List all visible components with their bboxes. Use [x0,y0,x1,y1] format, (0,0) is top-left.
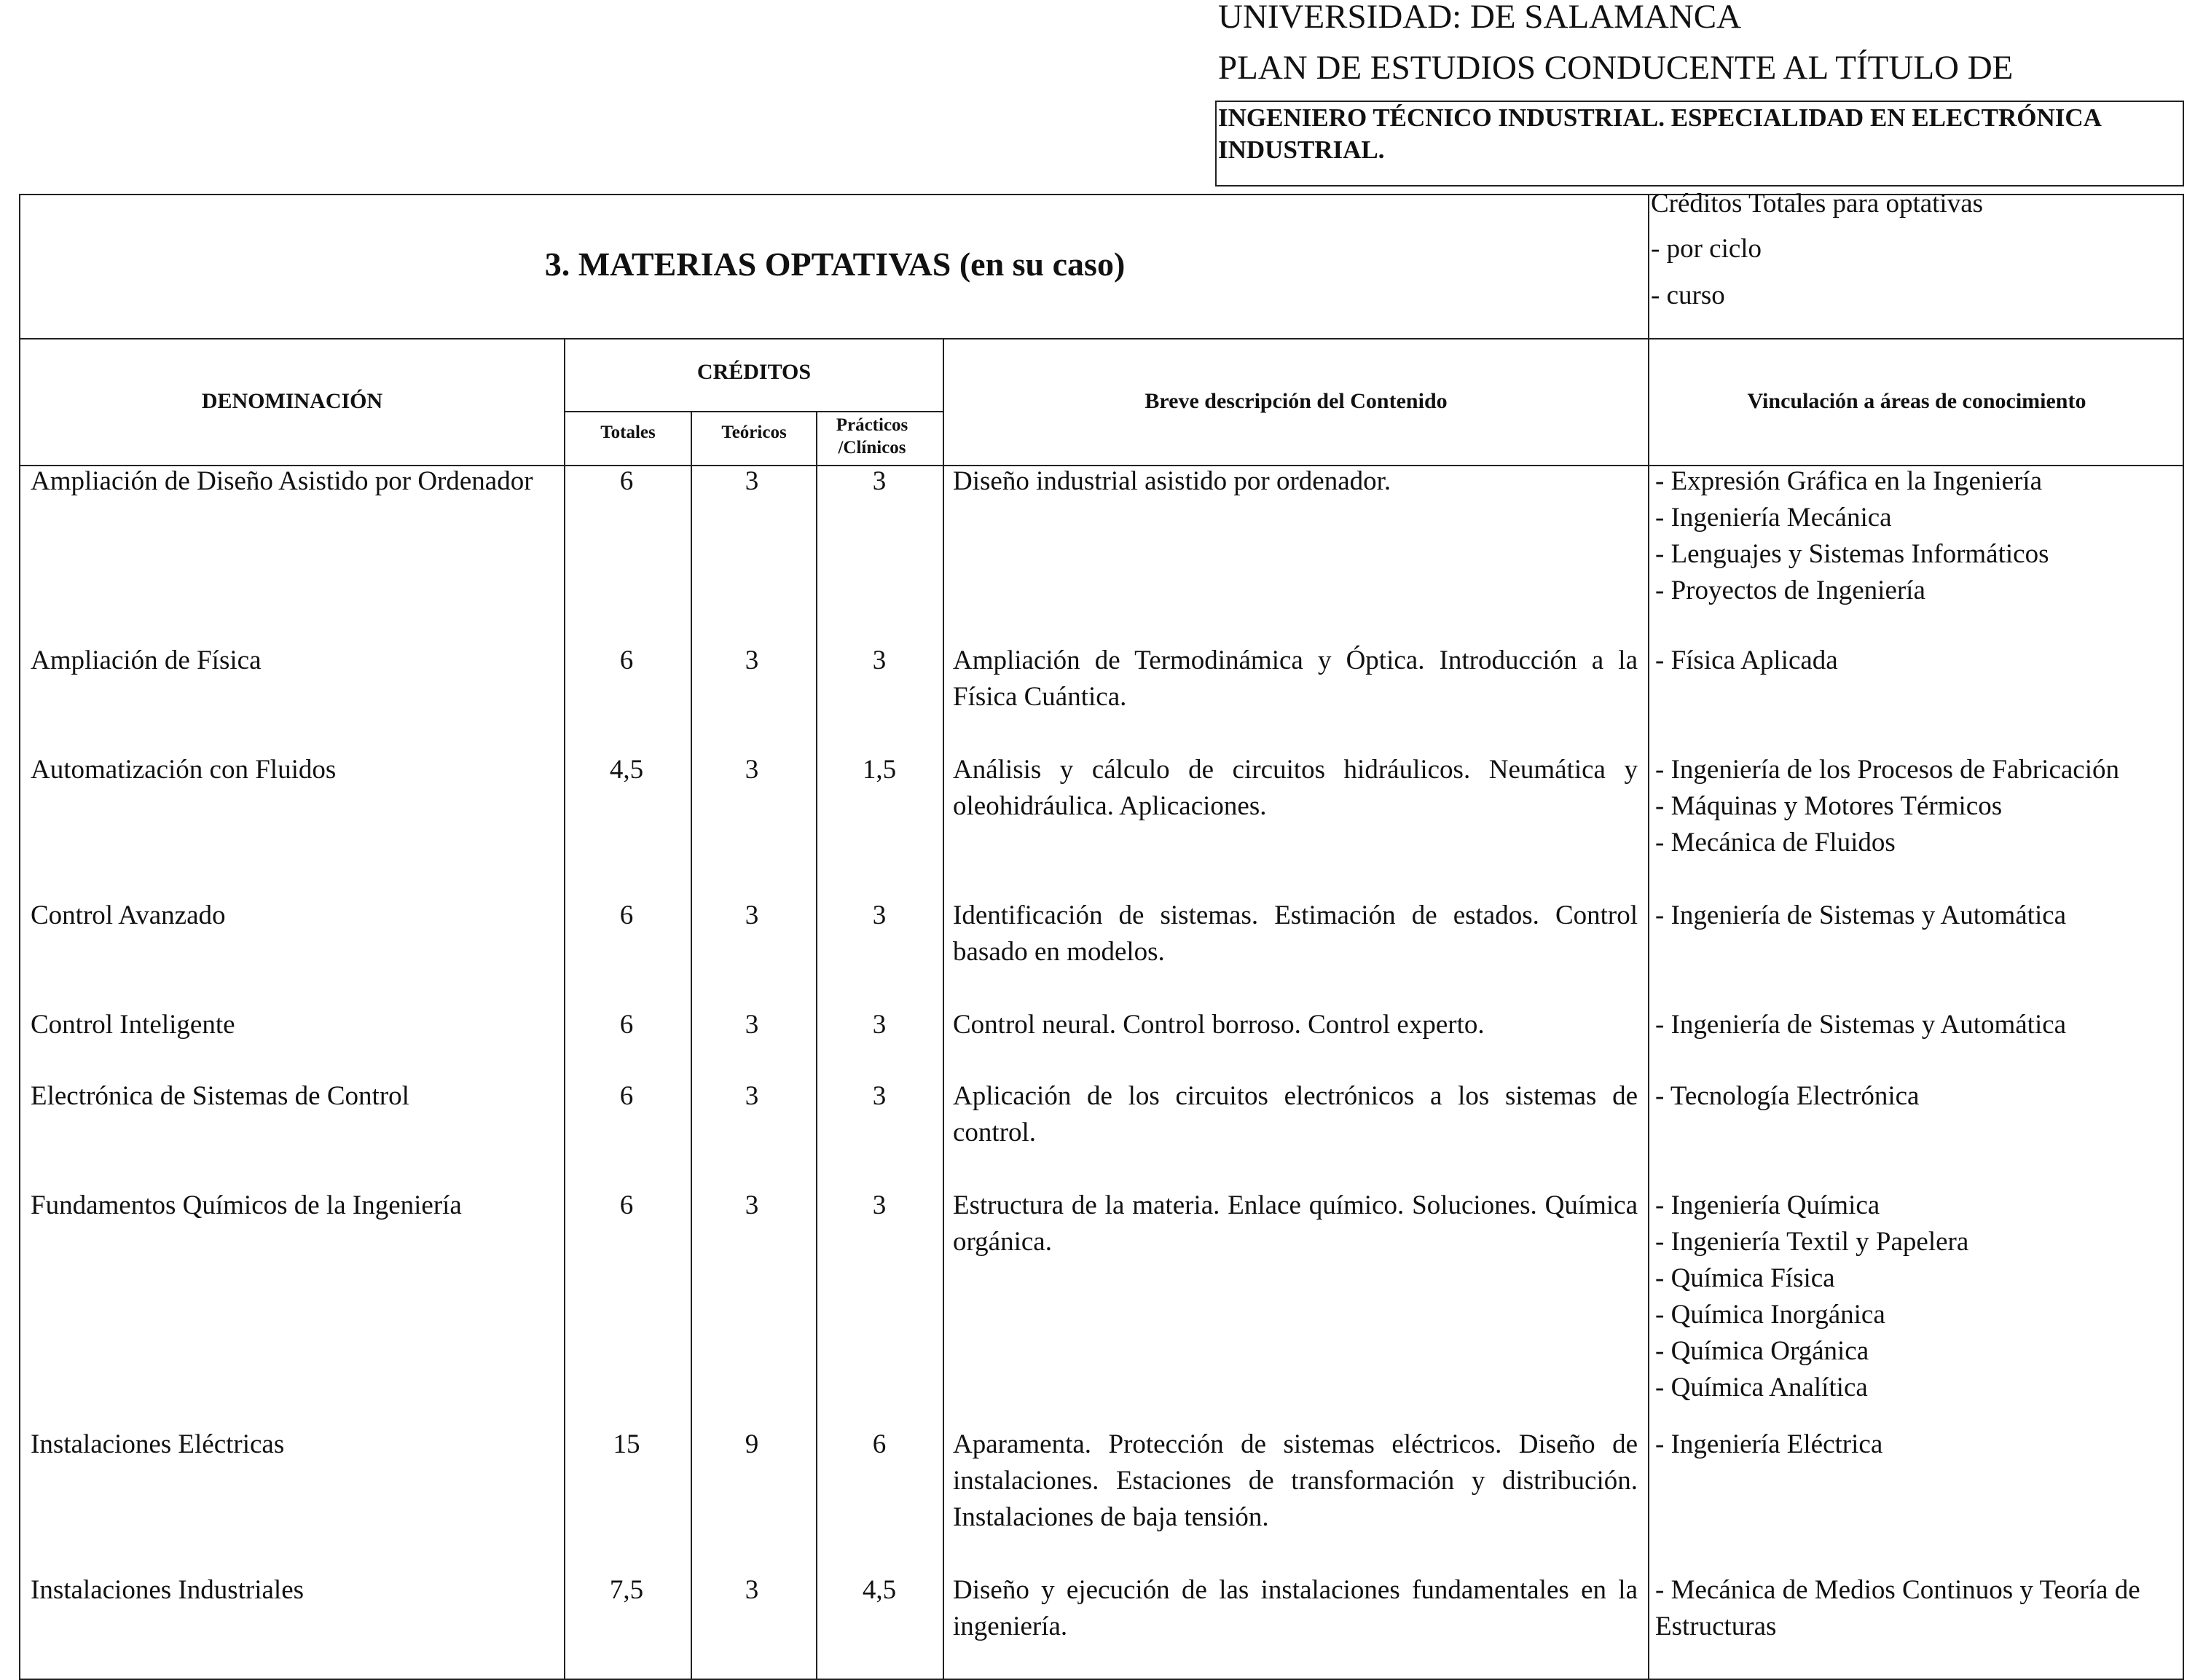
credits-theory-divider [816,411,817,1680]
knowledge-area-item: - Química Analítica [1655,1373,1868,1402]
credits-theory: 3 [745,1575,759,1605]
knowledge-areas [1655,752,2180,861]
title-row-divider [19,338,2184,339]
section-title: 3. MATERIAS OPTATIVAS (en su caso) [544,246,1126,283]
knowledge-areas [1655,1007,2180,1043]
credits-theory: 3 [745,1081,759,1111]
subject-name: Fundamentos Químicos de la Ingeniería [31,1190,462,1220]
subject-name: Control Inteligente [31,1010,235,1040]
per-cycle-label: - por ciclo [1651,234,1762,264]
credits-practical: 3 [872,645,887,675]
optional-credits-label: Créditos Totales para optativas [1651,189,1984,219]
knowledge-area-item: - Proyectos de Ingeniería [1655,576,1925,605]
column-header-areas: Vinculación a áreas de conocimiento [1747,389,2086,413]
knowledge-area-item: - Química Física [1655,1263,1835,1293]
credits-theory: 3 [745,645,759,675]
credits-totals-divider [691,411,692,1680]
knowledge-area-item: - Lenguajes y Sistemas Informáticos [1655,539,2049,569]
knowledge-areas [1655,1188,2180,1406]
credits-practical: 3 [872,466,887,496]
knowledge-areas [1655,463,2180,609]
credits-practical: 3 [872,1190,887,1220]
course-label: - curso [1651,280,1725,310]
credits-theory: 3 [745,1190,759,1220]
credits-theory: 3 [745,755,759,785]
subject-name: Instalaciones Industriales [31,1575,305,1605]
knowledge-area-item: - Ingeniería Textil y Papelera [1655,1227,1969,1257]
content-description: Identificación de sistemas. Estimación de estados. Control basado en modelos. [953,900,1638,967]
title-column-divider [1648,194,1649,1680]
knowledge-area-item: - Ingeniería de Sistemas y Automática [1655,1010,2067,1040]
knowledge-areas [1655,643,2180,679]
subject-name: Control Avanzado [31,900,226,930]
content-description: Estructura de la materia. Enlace químico. Soluciones. Química orgánica. [953,1190,1638,1257]
subject-name: Ampliación de Física [31,645,262,675]
knowledge-area-item: - Ingeniería Química [1655,1190,1880,1220]
knowledge-area-item: - Ingeniería de Sistemas y Automática [1655,900,2067,930]
subject-name: Ampliación de Diseño Asistido por Ordenador [31,466,533,496]
column-header-credits: CRÉDITOS [696,360,812,384]
credits-theory: 3 [745,1010,759,1040]
credits-theory: 3 [745,900,759,930]
knowledge-area-item: - Química Inorgánica [1655,1300,1885,1330]
credits-totals: 6 [619,645,634,675]
credits-practical: 3 [872,900,887,930]
credits-totals: 6 [619,1190,634,1220]
degree-title: INGENIERO TÉCNICO INDUSTRIAL. ESPECIALIDAD EN ELECTRÓNICA INDUSTRIAL. [1218,103,2101,165]
content-description: Diseño y ejecución de las instalaciones fundamentales en la ingeniería. [953,1575,1638,1641]
credits-theory: 3 [745,466,759,496]
knowledge-area-item: - Expresión Gráfica en la Ingeniería [1655,466,2043,496]
knowledge-areas [1655,1572,2180,1645]
knowledge-area-item: - Mecánica de Fluidos [1655,828,1896,857]
knowledge-areas [1655,898,2180,934]
credits-practical: 3 [872,1010,887,1040]
knowledge-area-item: - Física Aplicada [1655,645,1838,675]
credits-totals: 4,5 [609,755,644,785]
knowledge-areas [1655,1078,2180,1115]
credits-totals: 6 [619,1081,634,1111]
knowledge-area-item: - Ingeniería de los Procesos de Fabricación [1655,755,2120,785]
credits-practical: 4,5 [862,1575,897,1605]
content-description: Aparamenta. Protección de sistemas eléctricos. Diseño de instalaciones. Estaciones de transformación y distribución. Instalaciones de baja tensión. [953,1429,1638,1532]
credits-totals: 7,5 [609,1575,644,1605]
credits-totals: 6 [619,900,634,930]
content-description: Control neural. Control borroso. Control experto. [953,1010,1485,1040]
knowledge-area-item: - Tecnología Electrónica [1655,1081,1920,1111]
subject-name: Instalaciones Eléctricas [31,1429,285,1459]
content-description: Análisis y cálculo de circuitos hidráulicos. Neumática y oleohidráulica. Aplicaciones. [953,755,1638,821]
knowledge-area-item: - Ingeniería Mecánica [1655,503,1892,533]
knowledge-area-item: - Ingeniería Eléctrica [1655,1429,1883,1459]
credits-totals: 15 [613,1429,640,1459]
credits-practical: 3 [872,1081,887,1111]
column-header-description: Breve descripción del Contenido [1144,389,1448,413]
knowledge-area-item: - Máquinas y Motores Térmicos [1655,791,2003,821]
plan-title: PLAN DE ESTUDIOS CONDUCENTE AL TÍTULO DE [1218,49,2014,87]
name-column-divider [564,338,565,1680]
credits-practical: 6 [872,1429,887,1459]
credits-subheader-divider [564,411,943,412]
subject-name: Automatización con Fluidos [31,755,337,785]
credits-theory: 9 [745,1429,759,1459]
university-name: UNIVERSIDAD: DE SALAMANCA [1218,0,1742,36]
description-column-divider [943,338,944,1680]
knowledge-area-item: - Mecánica de Medios Continuos y Teoría de Estructuras [1655,1575,2140,1641]
content-description: Diseño industrial asistido por ordenador. [953,466,1391,496]
credits-practical: 1,5 [862,755,897,785]
credits-totals: 6 [619,466,634,496]
column-header-practical: Prácticos /Clínicos [836,415,908,458]
content-description: Ampliación de Termodinámica y Óptica. Introducción a la Física Cuántica. [953,645,1638,712]
knowledge-areas [1655,1426,2180,1463]
credits-totals: 6 [619,1010,634,1040]
column-header-name: DENOMINACIÓN [201,389,383,413]
column-header-theory: Teóricos [721,423,787,442]
content-description: Aplicación de los circuitos electrónicos a los sistemas de control. [953,1081,1638,1147]
knowledge-area-item: - Química Orgánica [1655,1336,1869,1366]
column-header-totals: Totales [600,423,656,442]
subject-name: Electrónica de Sistemas de Control [31,1081,409,1111]
